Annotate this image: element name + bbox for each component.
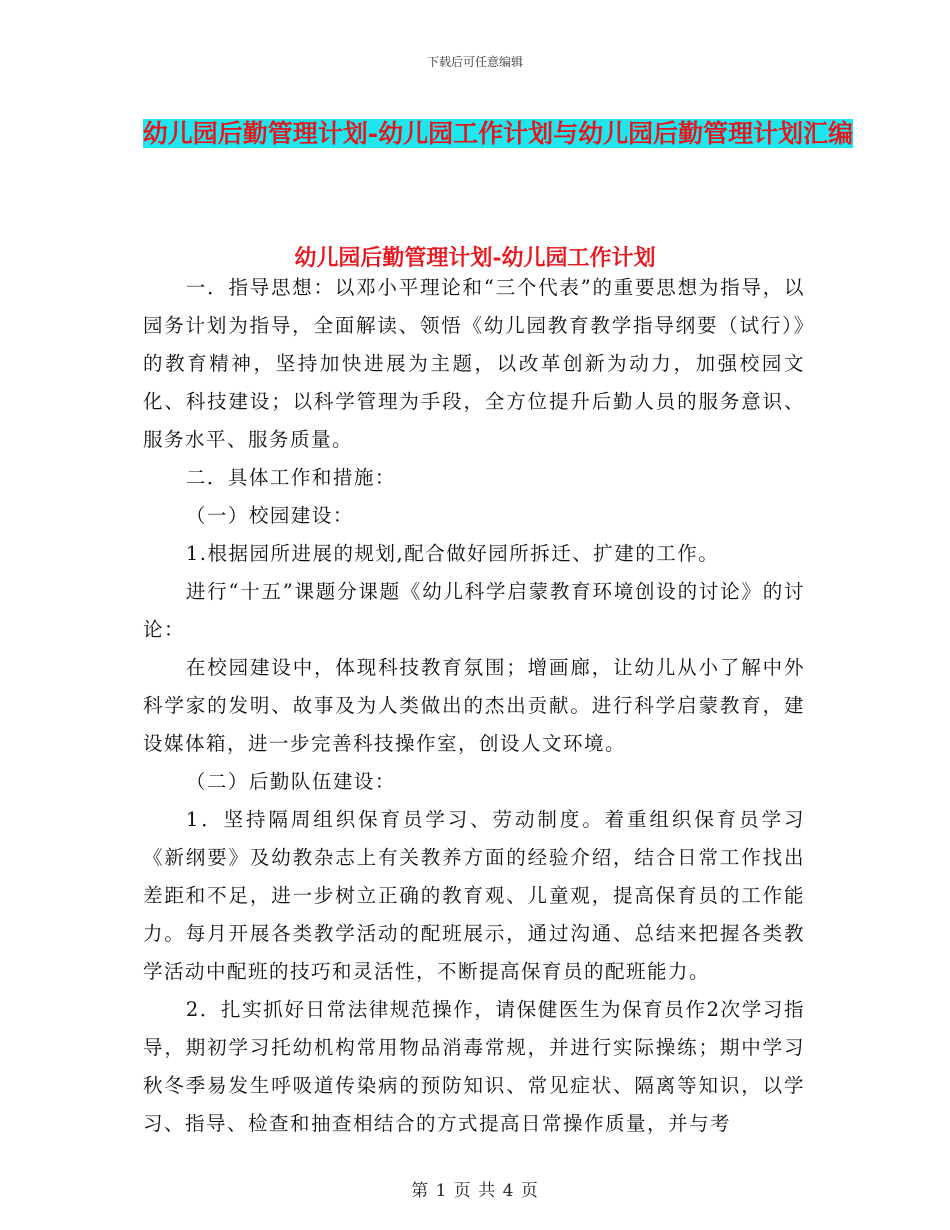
document-title-text: 幼儿园后勤管理计划-幼儿园工作计划与幼儿园后勤管理计划汇编	[142, 119, 854, 148]
section-subtitle: 幼儿园后勤管理计划-幼儿园工作计划	[294, 245, 656, 271]
paragraph-item-1: 1.根据园所进展的规划,配合做好园所拆迁、扩建的工作。	[185, 542, 720, 565]
paragraph-research-topic: 进行“十五”课题分课题《幼儿科学启蒙教育环境创设的讨论》的讨论：	[143, 580, 805, 641]
paragraph-staff-item-2: 2．扎实抓好日常法律规范操作，请保健医生为保育员作2次学习指导，期初学习托幼机构常用物品消毒常规，并进行实际操练；期中学习秋冬季易发生呼吸道传染病的预防知识、常见症状、隔离等知识，以学习、指导、检查和抽查相结合的方式提高日常操作质量，并与考	[143, 998, 805, 1135]
header-note: 下载后可任意编辑	[426, 55, 523, 69]
paragraph-guiding-ideology: 一．指导思想：以邓小平理论和“三个代表”的重要思想为指导，以园务计划为指导，全面解读、领悟《幼儿园教育教学指导纲要（试行）》的教育精神，坚持加快进展为主题，以改革创新为动力，加强校园文化、科技建设；以科学管理为手段，全方位提升后勤人员的服务意识、服务水平、服务质量。	[143, 276, 805, 451]
paragraph-specific-work-heading: 二．具体工作和措施：	[185, 466, 396, 489]
page-number: 第 1 页 共 4 页	[411, 1181, 539, 1201]
document-body	[143, 269, 805, 1143]
paragraph-staff-item-1: 1．坚持隔周组织保育员学习、劳动制度。着重组织保育员学习《新纲要》及幼教杂志上有关教养方面的经验介绍，结合日常工作找出差距和不足，进一步树立正确的教育观、儿童观，提高保育员的工作能力。每月开展各类教学活动的配班展示，通过沟通、总结来把握各类教学活动中配班的技巧和灵活性，不断提高保育员的配班能力。	[143, 808, 805, 983]
paragraph-staff-heading: （二）后勤队伍建设：	[185, 770, 396, 793]
paragraph-campus-science: 在校园建设中，体现科技教育氛围；增画廊，让幼儿从小了解中外科学家的发明、故事及为人类做出的杰出贡献。进行科学启蒙教育，建设媒体箱，进一步完善科技操作室，创设人文环境。	[143, 656, 805, 755]
paragraph-campus-construction-heading: （一）校园建设：	[185, 504, 354, 527]
document-title	[140, 110, 856, 158]
